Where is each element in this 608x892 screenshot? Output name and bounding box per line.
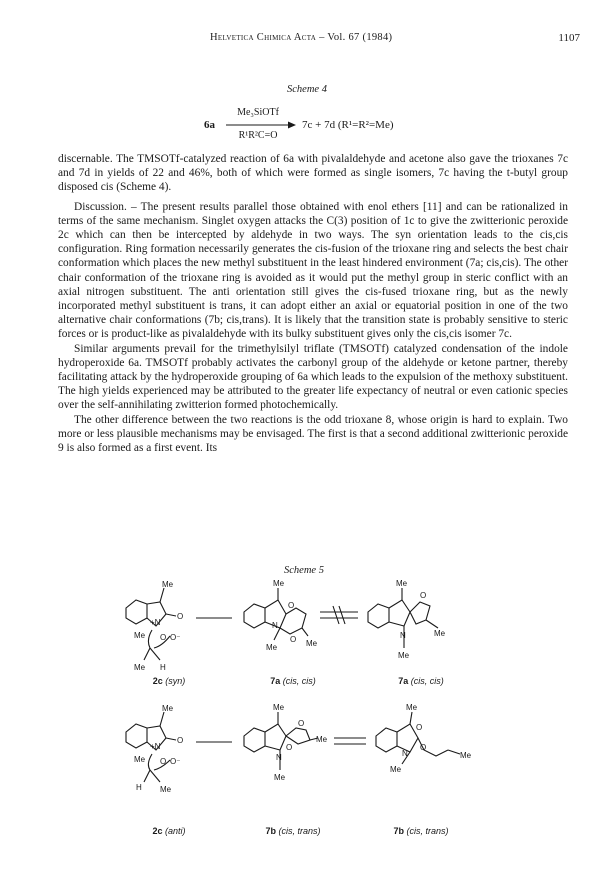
- atom-o: O: [177, 612, 184, 621]
- compound-number: 7a: [270, 676, 281, 686]
- compound-descriptor: (cis, trans): [406, 826, 449, 836]
- page-number: 1107: [558, 32, 580, 44]
- caption-7a-cis-cis: [238, 676, 348, 686]
- atom-nplus: +N: [150, 742, 161, 751]
- atom-h: H: [136, 783, 142, 792]
- atom-me: Me: [406, 703, 418, 712]
- scheme4-label: Scheme 4: [287, 84, 327, 95]
- atom-me: Me: [273, 703, 285, 712]
- compound-descriptor: (cis, cis): [282, 676, 316, 686]
- atom-o: O: [290, 635, 297, 644]
- compound-number: 2c: [152, 676, 163, 686]
- atom-me: Me: [396, 579, 408, 588]
- atom-o: O: [298, 719, 305, 728]
- atom-o: O: [416, 723, 423, 732]
- paragraph-3: Similar arguments prevail for the trimethylsilyl triflate (TMSOTf) catalyzed condensation of the indole hydroperoxide 6a. TMSOTf probably activates the carbonyl group of the aldehyde or ketone partner, thereby facilitating attack by the hydroperoxide grouping of 6a which leads to the expulsion of the methoxy substituent. The high yields experienced may be attributed to the greater life expectancy of neutral or even cationic species over the self-annihilating zwitterion formed photochemically.: [58, 342, 568, 412]
- atom-me: Me: [160, 785, 172, 794]
- reactant: 6a: [204, 119, 215, 131]
- compound-descriptor: (cis, cis): [410, 676, 444, 686]
- atom-n: N: [402, 749, 408, 758]
- atom-o: O: [286, 743, 293, 752]
- atom-ominus: O⁻: [170, 757, 181, 766]
- reagent-below: R¹R²C=O: [238, 130, 278, 141]
- products: 7c + 7d (R¹=R²=Me): [302, 119, 394, 131]
- atom-me: Me: [273, 579, 285, 588]
- reagent-above: Me₃SiOTf: [237, 107, 279, 118]
- atom-me: Me: [162, 704, 174, 713]
- atom-nplus: +N: [150, 618, 161, 627]
- caption-2c-syn: [114, 676, 224, 686]
- scheme5-label: Scheme 5: [284, 565, 324, 576]
- compound-descriptor: (anti): [165, 826, 186, 836]
- atom-h: H: [160, 663, 166, 672]
- atom-me: Me: [306, 639, 318, 648]
- atom-me: Me: [460, 751, 472, 760]
- compound-descriptor: (syn): [165, 676, 186, 686]
- reaction-arrow: [224, 121, 298, 129]
- caption-2c-anti: [114, 826, 224, 836]
- atom-me: Me: [274, 773, 286, 782]
- scheme4-reaction: [204, 108, 464, 142]
- caption-7b-cis-trans: [238, 826, 348, 836]
- atom-o: O: [160, 633, 167, 642]
- atom-me: Me: [398, 651, 410, 660]
- atom-o: O: [288, 601, 295, 610]
- atom-me: Me: [266, 643, 278, 652]
- atom-me: Me: [134, 663, 146, 672]
- atom-n: N: [276, 753, 282, 762]
- caption-7b-cis-trans-2: [366, 826, 476, 836]
- compound-descriptor: (cis, trans): [278, 826, 321, 836]
- atom-o: O: [420, 743, 427, 752]
- atom-n: N: [272, 621, 278, 630]
- atom-n: N: [400, 631, 406, 640]
- compound-number: 7b: [265, 826, 276, 836]
- compound-number: 7b: [393, 826, 404, 836]
- atom-ominus: O⁻: [170, 633, 181, 642]
- caption-7a-cis-cis-2: [366, 676, 476, 686]
- volume-year: – Vol. 67 (1984): [319, 32, 393, 43]
- paragraph-1: discernable. The TMSOTf-catalyzed reaction of 6a with pivalaldehyde and acetone also gave the trioxanes 7c and 7d in yields of 22 and 46%, both of which were formed as single isomers, 7c having the t-butyl group disposed cis (Scheme 4).: [58, 153, 568, 194]
- paragraph-4: The other difference between the two reactions is the odd trioxane 8, whose origin is hard to explain. Two more or less plausible mechanisms may be envisaged. The first is that a second additional zwitterionic peroxide 9 is also formed as a first event. Its: [58, 413, 568, 455]
- atom-me: Me: [390, 765, 402, 774]
- scheme5-structures: [120, 578, 500, 818]
- atom-me: Me: [162, 580, 174, 589]
- structure-7a-a: [244, 588, 308, 640]
- atom-o: O: [177, 736, 184, 745]
- atom-me: Me: [134, 755, 146, 764]
- atom-me: Me: [434, 629, 446, 638]
- paragraph-2: Discussion. – The present results parallel those obtained with enol ethers [11] and can be rationalized in terms of the same mechanism. Singlet oxygen attacks the C(3) position of 1c to give the zwitterionic peroxide 2c which can then be intercepted by aldehyde in two ways. The syn orientation leads to the cis,cis configuration. Ring formation necessarily generates the cis-fusion of the trioxane ring and selects the best chair conformation which places the new methyl substituent in the least hindered environment (7a; cis,cis). The other chair conformation of the trioxane ring is avoided as it would put the methyl group in steric conflict with an axial nitrogen substituent. The anti orientation still gives the cis-fused trioxane ring, but as the newly incorporated methyl substituent is trans, it can adopt either an axial or equatorial position in one of the two alternative chair conformations (7b; cis,trans). It is likely that the transition state is probably sensitive to steric forces or is product-like as pivalaldehyde with its bulky substituent gives only the cis,cis isomer 7c.: [58, 200, 568, 341]
- atom-me: Me: [134, 631, 146, 640]
- body-text: [58, 152, 568, 455]
- journal-name: Helvetica Chimica Acta: [210, 32, 317, 43]
- structure-7b-b: [376, 712, 460, 764]
- atom-me: Me: [316, 735, 328, 744]
- atom-o: O: [420, 591, 427, 600]
- running-head: [60, 32, 580, 48]
- compound-number: 2c: [152, 826, 163, 836]
- compound-number: 7a: [398, 676, 409, 686]
- running-title: [210, 32, 392, 43]
- atom-o: O: [160, 757, 167, 766]
